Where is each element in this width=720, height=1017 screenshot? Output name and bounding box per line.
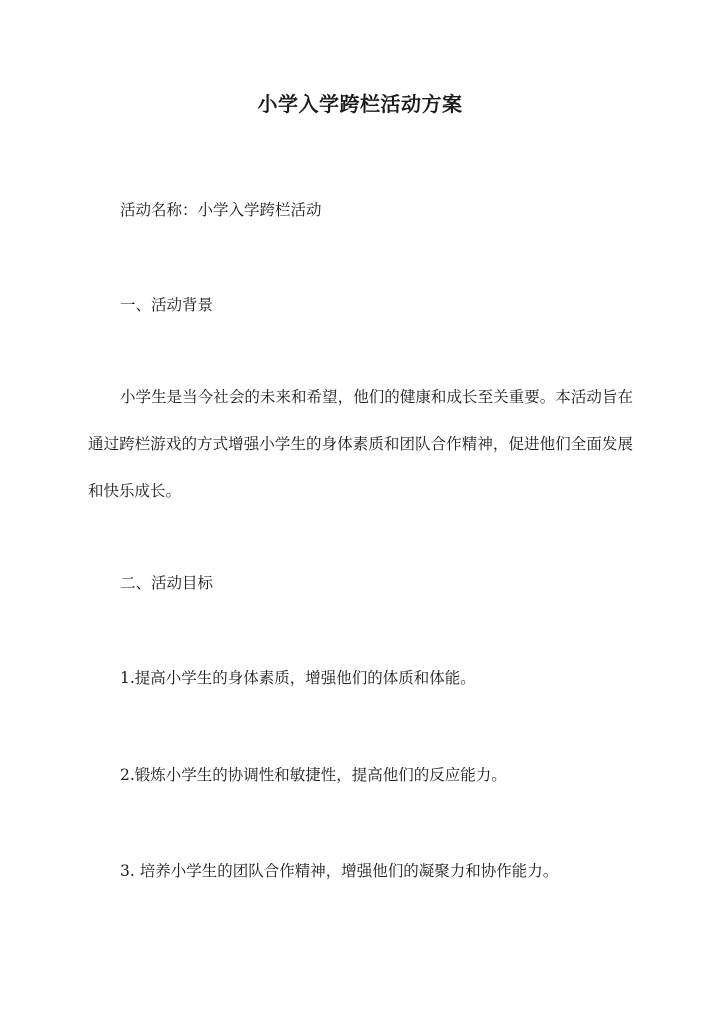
goal-item-2: 2.锻炼小学生的协调性和敏捷性，提高他们的反应能力。 <box>120 766 507 784</box>
section-heading-goals: 二、活动目标 <box>120 574 214 592</box>
goal-item-1: 1.提高小学生的身体素质，增强他们的体质和体能。 <box>120 669 476 687</box>
section-heading-background: 一、活动背景 <box>120 296 214 314</box>
document-title: 小学入学跨栏活动方案 <box>257 92 463 116</box>
goal-item-3: 3. 培养小学生的团队合作精神，增强他们的凝聚力和协作能力。 <box>120 862 559 880</box>
background-paragraph: 小学生是当今社会的未来和希望，他们的健康和成长至关重要。本活动旨在通过跨栏游戏的方式增强小学生的身体素质和团队合作精神，促进他们全面发展和快乐成长。 <box>88 388 633 500</box>
activity-name-line: 活动名称：小学入学跨栏活动 <box>120 201 322 219</box>
